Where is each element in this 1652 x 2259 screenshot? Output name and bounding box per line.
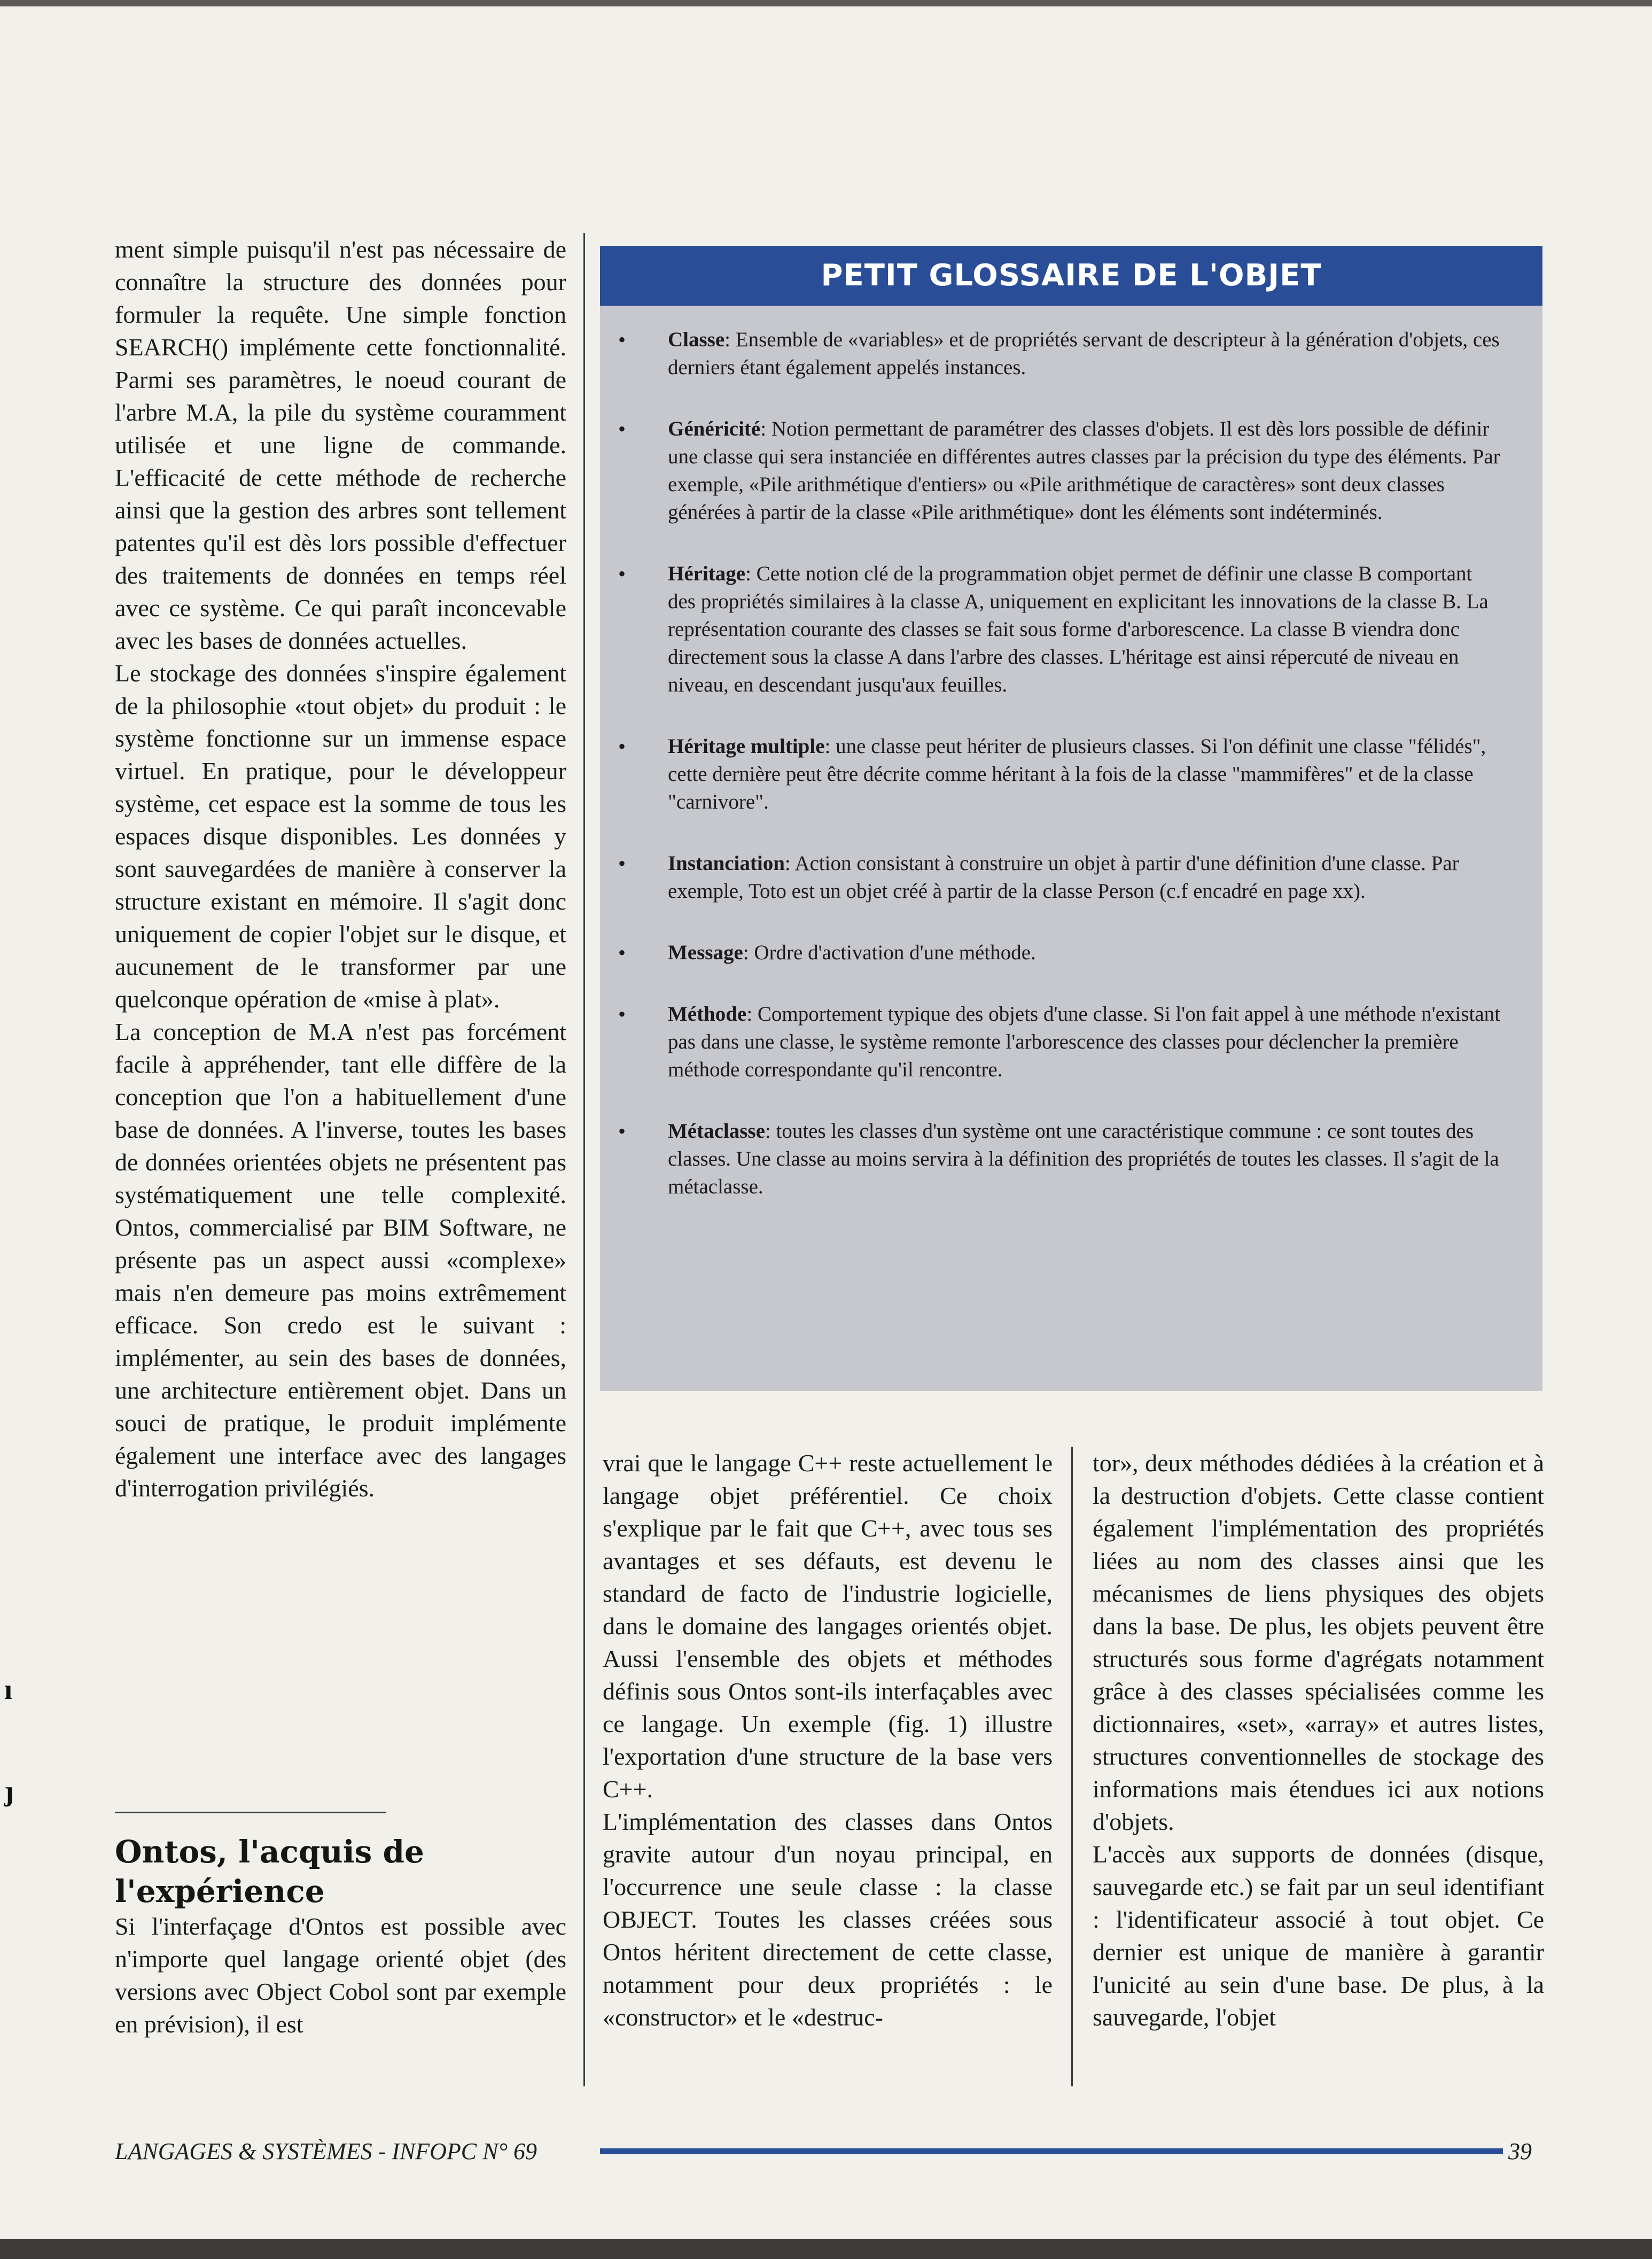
glossary-term: Métaclasse bbox=[668, 1120, 765, 1143]
glossary-item bbox=[600, 326, 1542, 382]
section-heading: Ontos, l'acquis de l'expérience bbox=[115, 1834, 424, 1909]
glossary-term: Généricité bbox=[668, 417, 761, 440]
glossary-term: Instanciation bbox=[668, 852, 785, 875]
glossary-item bbox=[600, 415, 1542, 526]
margin-mark: ı bbox=[4, 1673, 13, 1705]
glossary-item bbox=[600, 1117, 1542, 1201]
glossary-definition: : Ensemble de «variables» et de propriétés servant de descripteur à la génération d'objets, ces derniers étant également appelés instances. bbox=[668, 328, 1500, 379]
column-2 bbox=[603, 1447, 1053, 2033]
col1-paragraph: ment simple puisqu'il n'est pas nécessaire de connaître la structure des données pour formuler la requête. Une simple fonction SEARCH() implémente cette fonctionnalité. Parmi ses paramètres, le noeud courant de l'arbre M.A, la pile du système couramment utilisée et une ligne de commande. L'efficacité de cette méthode de recherche ainsi que la gestion des arbres sont tellement patentes qu'il est dès lors possible d'effectuer des traitements de données en temps réel avec ce système. Ce qui paraît inconcevable avec les bases de données actuelles. bbox=[115, 236, 566, 654]
glossary-box bbox=[600, 246, 1542, 1391]
bullet-icon: • bbox=[618, 734, 626, 758]
col3-paragraph: tor», deux méthodes dédiées à la création et à la destruction d'objets. Cette classe contient également l'implémentation des propriétés liées au nom des classes ainsi que les mécanismes de liens physiques des objets dans la base. De plus, les objets peuvent être structurés sous forme d'agrégats notamment grâce à des classes spécialisées comme les dictionnaires, «set», «array» et autres listes, structures conventionnelles de stockage des informations mais étendues ici aux notions d'objets. bbox=[1093, 1449, 1544, 1835]
col3-paragraph: L'accès aux supports de données (disque, sauvegarde etc.) se fait par un seul identifiant : l'identificateur associé à tout objet. Ce dernier est unique de manière à garantir l'unicité au sein d'une base. De plus, à la sauvegarde, l'objet bbox=[1093, 1841, 1544, 2031]
glossary-definition: : Ordre d'activation d'une méthode. bbox=[743, 941, 1036, 964]
glossary-term: Héritage bbox=[668, 562, 746, 585]
glossary-term: Héritage multiple bbox=[668, 735, 825, 758]
col1-paragraph: Le stockage des données s'inspire également de la philosophie «tout objet» du produit : le système fonctionne sur un immense espace virtuel. En pratique, pour le développeur système, cet espace est la somme de tous les espaces disque disponibles. Les données y sont sauvegardées de manière à conserver la structure existant en mémoire. Il s'agit donc uniquement de copier l'objet sur le disque, et aucunement de le transformer par une quelconque opération de «mise à plat». bbox=[115, 659, 566, 1013]
page-number: 39 bbox=[1508, 2138, 1532, 2164]
bullet-icon: • bbox=[618, 1002, 626, 1026]
column-1-continued bbox=[115, 1910, 566, 2040]
glossary-list bbox=[600, 326, 1542, 1235]
glossary-item bbox=[600, 939, 1542, 967]
column-rule bbox=[1071, 1447, 1073, 2086]
column-3 bbox=[1093, 1447, 1544, 2033]
bullet-icon: • bbox=[618, 941, 626, 965]
bullet-icon: • bbox=[618, 417, 626, 441]
page-top-edge bbox=[0, 0, 1652, 6]
margin-mark: ȷ bbox=[4, 1775, 14, 1807]
footer-bar bbox=[600, 2148, 1503, 2154]
column-rule bbox=[583, 233, 585, 2086]
glossary-definition: : Action consistant à construire un objet à partir d'une définition d'une classe. Par exemple, Toto est un objet créé à partir de la classe Person (c.f encadré en page xx). bbox=[668, 852, 1459, 903]
glossary-term: Message bbox=[668, 941, 743, 964]
col1-paragraph: Si l'interfaçage d'Ontos est possible avec n'importe quel langage orienté objet (des versions avec Object Cobol sont par exemple en prévision), il est bbox=[115, 1913, 566, 2038]
glossary-definition: : toutes les classes d'un système ont une caractéristique commune : ce sont toutes des classes. Une classe au moins servira à la définition des propriétés de toutes les classes. Il s'agit de la métaclasse. bbox=[668, 1120, 1499, 1198]
glossary-definition: : Cette notion clé de la programmation objet permet de définir une classe B comportant des propriétés similaires à la classe A, uniquement en explicitant les innovations de la classe B. La représentation courante des classes se fait sous forme d'arborescence. La classe B viendra donc directement sous la classe A dans l'arbre des classes. L'héritage est ainsi répercuté de niveau en niveau, en descendant jusqu'aux feuilles. bbox=[668, 562, 1489, 696]
footer-publication: LANGAGES & SYSTÈMES - INFOPC N° 69 bbox=[115, 2138, 537, 2164]
col2-paragraph: L'implémentation des classes dans Ontos gravite autour d'un noyau principal, en l'occurrence une seule classe : la classe OBJECT. Toutes les classes créées sous Ontos héritent directement de cette classe, notamment pour deux propriétés : le «constructor» et le «destruc- bbox=[603, 1808, 1053, 2031]
glossary-item bbox=[600, 560, 1542, 699]
col1-paragraph: La conception de M.A n'est pas forcément facile à appréhender, tant elle diffère de la conception que l'on a habituellement d'une base de données. A l'inverse, toutes les bases de données orientées objets ne présentent pas systématiquement une telle complexité. Ontos, commercialisé par BIM Software, ne présente pas un aspect aussi «complexe» mais n'en demeure pas moins extrêmement efficace. Son credo est le suivant : implémenter, au sein des bases de données, une architecture entièrement objet. Dans un souci de pratique, le produit implémente également une interface avec des langages d'interrogation privilégiés. bbox=[115, 1018, 566, 1502]
glossary-term: Méthode bbox=[668, 1003, 747, 1026]
page-bottom-edge bbox=[0, 2239, 1652, 2259]
bullet-icon: • bbox=[618, 562, 626, 586]
bullet-icon: • bbox=[618, 328, 626, 352]
section-divider bbox=[115, 1812, 386, 1813]
col2-paragraph: vrai que le langage C++ reste actuellement le langage objet préférentiel. Ce choix s'explique par le fait que C++, avec tous ses avantages et ses défauts, est devenu le standard de facto de l'industrie logicielle, dans le domaine des langages orientés objet. Aussi l'ensemble des objets et méthodes définis sous Ontos sont-ils interfaçables avec ce langage. Un exemple (fig. 1) illustre l'exportation d'une structure de la base vers C++. bbox=[603, 1449, 1053, 1803]
glossary-definition: : Comportement typique des objets d'une classe. Si l'on fait appel à une méthode n'existant pas dans une classe, le système remonte l'arborescence des classes pour déclencher la première méthode correspondante qu'il rencontre. bbox=[668, 1003, 1500, 1081]
glossary-term: Classe bbox=[668, 328, 725, 351]
bullet-icon: • bbox=[618, 851, 626, 875]
bullet-icon: • bbox=[618, 1119, 626, 1143]
glossary-title: PETIT GLOSSAIRE DE L'OBJET bbox=[600, 246, 1542, 306]
glossary-definition: : Notion permettant de paramétrer des classes d'objets. Il est dès lors possible de définir une classe qui sera instanciée en différentes autres classes par la précision du type des éléments. Par exemple, «Pile arithmétique d'entiers» ou «Pile arithmétique de caractères» sont deux classes générées à partir de la classe «Pile arithmétique» dont les éléments sont indéterminés. bbox=[668, 417, 1500, 524]
glossary-item bbox=[600, 733, 1542, 816]
glossary-item bbox=[600, 1000, 1542, 1084]
glossary-item bbox=[600, 850, 1542, 905]
glossary-definition: : une classe peut hériter de plusieurs classes. Si l'on définit une classe "félidés", cette dernière peut être décrite comme héritant à la fois de la classe "mammifères" et de la classe "carnivore". bbox=[668, 735, 1486, 813]
column-1 bbox=[115, 233, 566, 1504]
